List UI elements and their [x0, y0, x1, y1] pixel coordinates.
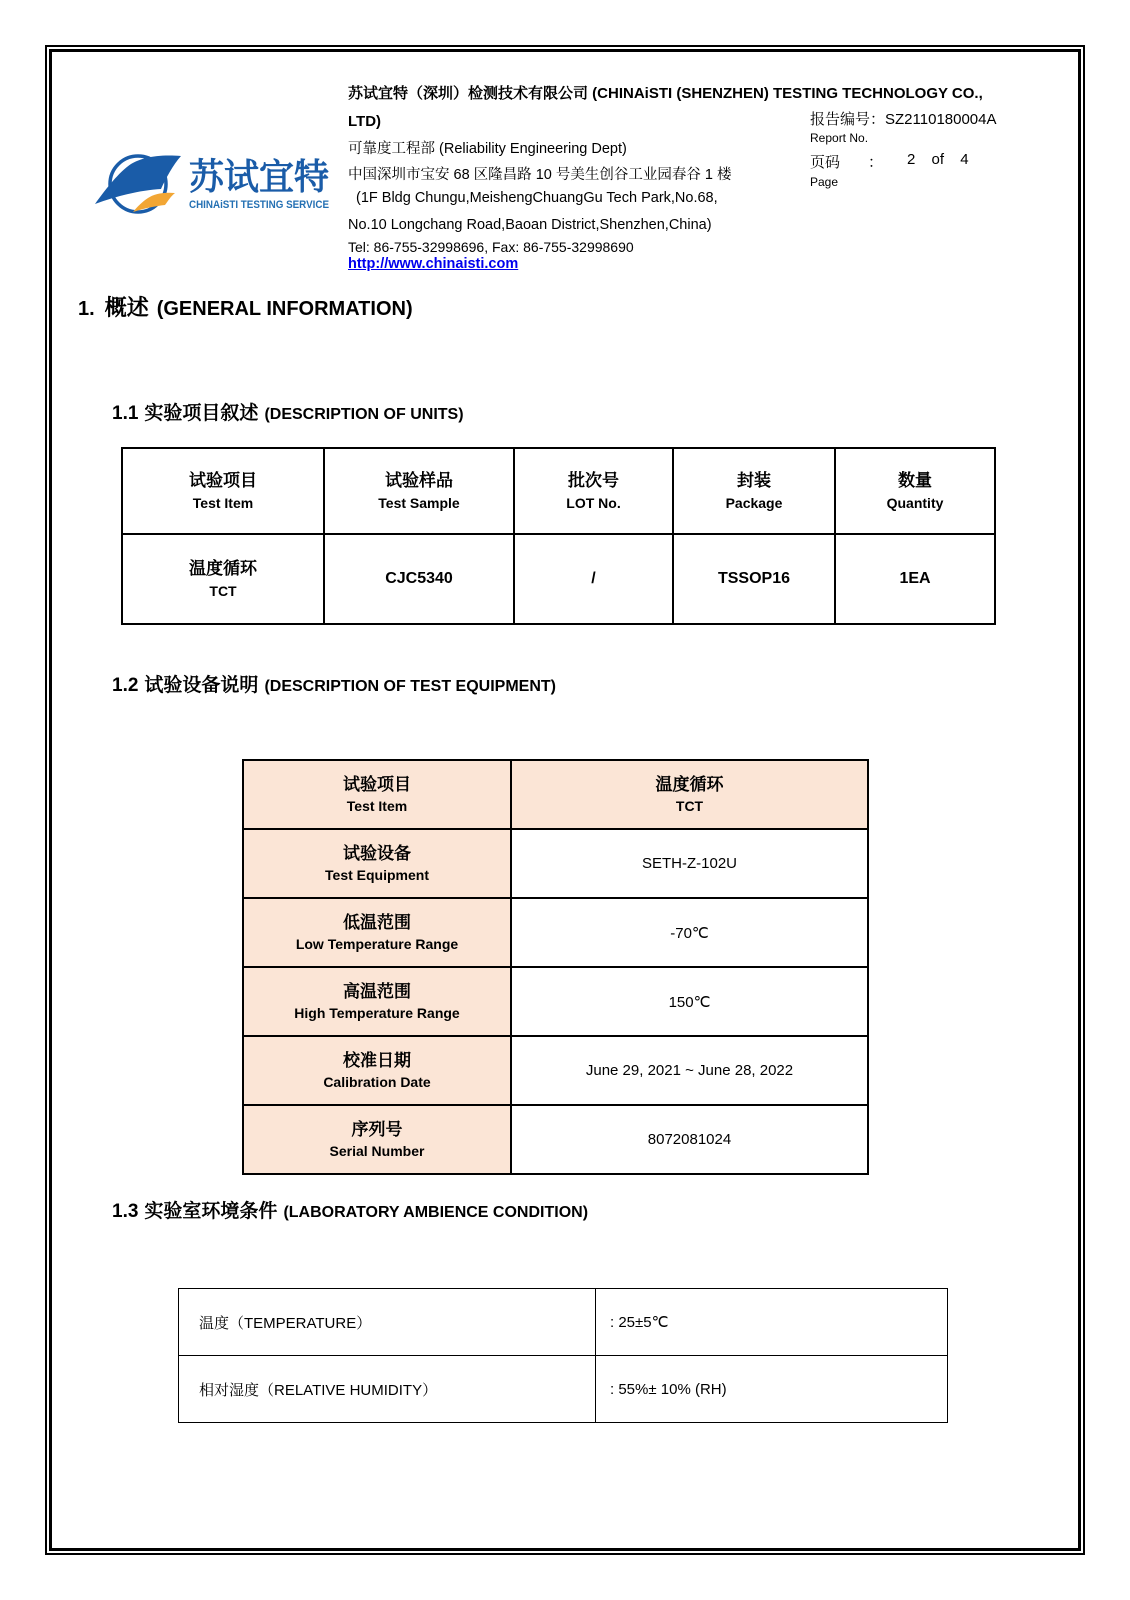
company-name: 苏试宜特（深圳）检测技术有限公司 (CHINAiSTI (SHENZHEN) TESTING TECHNOLOGY CO., LTD)	[348, 85, 983, 130]
website-link[interactable]: http://www.chinaisti.com	[348, 256, 519, 272]
equipment-label-calibration-date-en: Calibration Date	[323, 1074, 431, 1091]
report-no-label-en: Report No.	[810, 131, 869, 145]
ambience-value-humidity: : 55%± 10% (RH)	[596, 1356, 948, 1423]
equipment-label-low-temp-en: Low Temperature Range	[295, 936, 459, 953]
units-header-test-item-en: Test Item	[192, 494, 254, 511]
report-no-label-zh: 报告编号：	[810, 111, 886, 128]
ambience-row-humidity	[179, 1356, 948, 1423]
page-number-value: 2 of 4	[907, 151, 969, 168]
units-header-test-sample-zh: 试验样品	[385, 471, 453, 491]
units-header-lot-no-en: LOT No.	[566, 494, 621, 511]
equipment-row-low-temp	[243, 898, 868, 967]
ambience-value-temperature: : 25±5℃	[596, 1289, 948, 1356]
section-1-heading	[78, 291, 413, 322]
equipment-row-test-item	[243, 760, 868, 829]
page-label-zh: 页码	[810, 154, 841, 171]
address-en-line1: (1F Bldg Chungu,MeishengChuangGu Tech Park,No.68,	[356, 190, 718, 206]
units-cell-package: TSSOP16	[673, 534, 835, 624]
section-1-2-title-en: (DESCRIPTION OF TEST EQUIPMENT)	[264, 678, 556, 695]
ambience-label-humidity: 相对湿度（RELATIVE HUMIDITY）	[179, 1356, 596, 1423]
section-1-3-number: 1.3	[112, 1201, 139, 1222]
units-header-quantity-zh: 数量	[898, 471, 932, 491]
equipment-label-test-equipment	[243, 829, 511, 898]
ambience-table	[178, 1288, 948, 1423]
units-header-test-sample	[324, 448, 514, 534]
units-table	[121, 447, 996, 625]
equipment-row-test-equipment	[243, 829, 868, 898]
tel-fax-line: Tel: 86-755-32998696, Fax: 86-755-32998690	[348, 239, 634, 255]
units-header-test-item	[122, 448, 324, 534]
equipment-row-serial-number	[243, 1105, 868, 1174]
equipment-label-low-temp	[243, 898, 511, 967]
equipment-label-serial-number	[243, 1105, 511, 1174]
equipment-label-test-item-en: Test Item	[346, 798, 408, 815]
equipment-label-high-temp	[243, 967, 511, 1036]
section-1-3-heading	[112, 1196, 588, 1223]
units-header-quantity-en: Quantity	[886, 494, 944, 511]
equipment-row-high-temp	[243, 967, 868, 1036]
section-1-1-title-zh: 实验项目叙述	[144, 403, 259, 424]
equipment-label-calibration-date-zh: 校准日期	[343, 1050, 411, 1070]
equipment-label-high-temp-en: High Temperature Range	[294, 1005, 460, 1022]
units-cell-sample: CJC5340	[324, 534, 514, 624]
section-1-2-number: 1.2	[112, 675, 139, 696]
section-1-3-title-en: (LABORATORY AMBIENCE CONDITION)	[283, 1204, 589, 1221]
department-line: 可靠度工程部 (Reliability Engineering Dept)	[348, 141, 627, 157]
units-header-lot-no	[514, 448, 673, 534]
section-1-1-heading	[112, 398, 464, 425]
equipment-label-test-equipment-zh: 试验设备	[343, 843, 411, 863]
units-table-data-row	[122, 534, 995, 624]
address-zh: 中国深圳市宝安 68 区隆昌路 10 号美生创谷工业园春谷 1 楼	[348, 167, 732, 183]
equipment-row-calibration-date	[243, 1036, 868, 1105]
section-1-2-title-zh: 试验设备说明	[144, 675, 259, 696]
units-cell-quantity: 1EA	[835, 534, 995, 624]
equipment-label-calibration-date	[243, 1036, 511, 1105]
units-cell-test-item-zh: 温度循环	[189, 559, 257, 579]
equipment-table	[242, 759, 869, 1175]
equipment-label-serial-number-en: Serial Number	[329, 1143, 425, 1160]
equipment-value-high-temp: 150℃	[511, 967, 868, 1036]
section-1-title-en: (GENERAL INFORMATION)	[156, 298, 413, 320]
equipment-value-low-temp: -70℃	[511, 898, 868, 967]
ambience-label-temperature: 温度（TEMPERATURE）	[179, 1289, 596, 1356]
section-1-3-title-zh: 实验室环境条件	[144, 1201, 278, 1222]
equipment-label-test-item	[243, 760, 511, 829]
units-header-quantity	[835, 448, 995, 534]
units-header-package-zh: 封装	[737, 471, 771, 491]
logo-name-zh: 苏试宜特	[189, 156, 329, 197]
units-cell-test-item	[122, 534, 324, 624]
logo-name-en: CHINAiSTI TESTING SERVICE	[189, 199, 329, 211]
equipment-label-test-equipment-en: Test Equipment	[325, 867, 429, 884]
equipment-value-serial-number: 8072081024	[511, 1105, 868, 1174]
address-en-line2: No.10 Longchang Road,Baoan District,Shenzhen,China)	[348, 217, 712, 233]
equipment-value-calibration-date: June 29, 2021 ~ June 28, 2022	[511, 1036, 868, 1105]
ambience-row-temperature	[179, 1289, 948, 1356]
units-cell-lot: /	[514, 534, 673, 624]
section-1-2-heading	[112, 670, 556, 697]
equipment-label-low-temp-zh: 低温范围	[343, 912, 411, 932]
company-logo	[93, 144, 333, 224]
equipment-value-test-item-en: TCT	[675, 798, 704, 815]
page-no-row	[810, 151, 969, 172]
equipment-value-test-equipment: SETH-Z-102U	[511, 829, 868, 898]
section-1-title-zh: 概述	[104, 295, 149, 320]
section-1-1-title-en: (DESCRIPTION OF UNITS)	[264, 406, 464, 423]
units-header-test-sample-en: Test Sample	[378, 494, 460, 511]
page-colon: ：	[868, 154, 884, 171]
units-cell-test-item-en: TCT	[209, 582, 237, 599]
units-header-package	[673, 448, 835, 534]
logo-orange-swoosh-icon	[133, 193, 175, 212]
units-table-header-row	[122, 448, 995, 534]
page-label-en: Page	[810, 175, 839, 189]
units-header-lot-no-zh: 批次号	[568, 471, 619, 491]
equipment-label-high-temp-zh: 高温范围	[343, 981, 411, 1001]
equipment-label-serial-number-zh: 序列号	[351, 1119, 403, 1139]
report-no-value: SZ2110180004A	[885, 111, 997, 128]
equipment-value-test-item	[511, 760, 868, 829]
section-1-number: 1.	[78, 298, 95, 320]
units-header-package-en: Package	[725, 494, 783, 511]
units-header-test-item-zh: 试验项目	[189, 471, 257, 491]
report-no-row	[810, 108, 997, 129]
equipment-label-test-item-zh: 试验项目	[343, 774, 411, 794]
section-1-1-number: 1.1	[112, 403, 139, 424]
equipment-value-test-item-zh: 温度循环	[655, 774, 724, 794]
